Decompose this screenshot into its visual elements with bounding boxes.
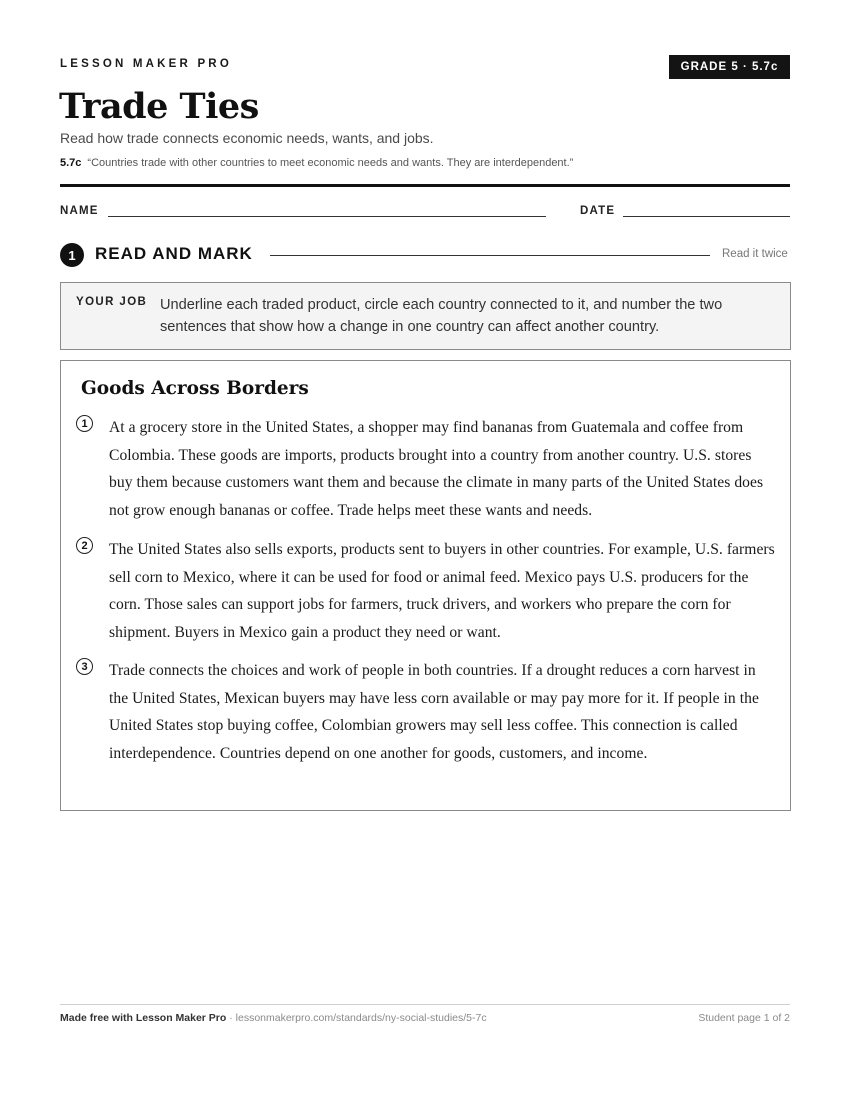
section-title: READ AND MARK [95,244,253,263]
reading-passage [60,360,791,811]
footer-divider [60,1004,790,1005]
name-field[interactable] [108,216,546,217]
page-subtitle: Read how trade connects economic needs, wants, and jobs. [60,130,434,146]
passage-paragraph [76,657,776,767]
section-hint: Read it twice [722,248,788,260]
passage-paragraph [76,414,776,524]
section-divider [270,255,710,256]
section-number-badge: 1 [60,243,84,267]
footer-separator: · [226,1012,236,1024]
standard-text: “Countries trade with other countries to meet economic needs and wants. They are interdependent.” [87,157,574,169]
footer-credit [60,1012,487,1024]
passage-paragraph [76,536,776,646]
standard-line [60,157,573,169]
passage-title: Goods Across Borders [81,378,309,399]
footer-url[interactable]: lessonmakerpro.com/standards/ny-social-studies/5-7c [235,1012,487,1024]
standard-code: 5.7c [60,157,82,169]
paragraph-number-icon: 2 [76,537,93,554]
brand-name: LESSON MAKER PRO [60,58,232,70]
paragraph-text: The United States also sells exports, products sent to buyers in other countries. For example, U.S. farmers sell corn to Mexico, where it can be used for food or animal feed. Mexico pays U.S. producers for the corn. Those sales can support jobs for farmers, truck drivers, and workers who prepare the corn for shipment. Buyers in Mexico gain a product they need or want. [109,541,775,641]
date-field[interactable] [623,216,790,217]
job-box [60,282,791,350]
grade-badge: GRADE 5 · 5.7c [669,55,790,79]
date-label: DATE [580,205,616,217]
paragraph-number-icon: 1 [76,415,93,432]
footer-made-with: Made free with Lesson Maker Pro [60,1012,227,1024]
job-instructions: Underline each traded product, circle each country connected to it, and number the two sentences that show how a change in one country can affect another country. [160,297,723,335]
job-label: YOUR JOB [76,296,148,308]
header-divider [60,184,790,187]
page-title: Trade Ties [59,86,259,127]
paragraph-text: Trade connects the choices and work of people in both countries. If a drought reduces a corn harvest in the United States, Mexican buyers may have less corn available or may pay more for it. If people in the United States stop buying coffee, Colombian growers may sell less coffee. This connection is called interdependence. Countries depend on one another for goods, customers, and income. [109,662,759,762]
footer-page-number: Student page 1 of 2 [698,1012,790,1024]
paragraph-number-icon: 3 [76,658,93,675]
name-label: NAME [60,205,99,217]
paragraph-text: At a grocery store in the United States, a shopper may find bananas from Guatemala and coffee from Colombia. These goods are imports, products brought into a country from another country. U.S. stores buy them because customers want them and because the climate in many parts of the United States does not grow enough bananas or coffee. Trade helps meet these wants and needs. [109,419,764,519]
